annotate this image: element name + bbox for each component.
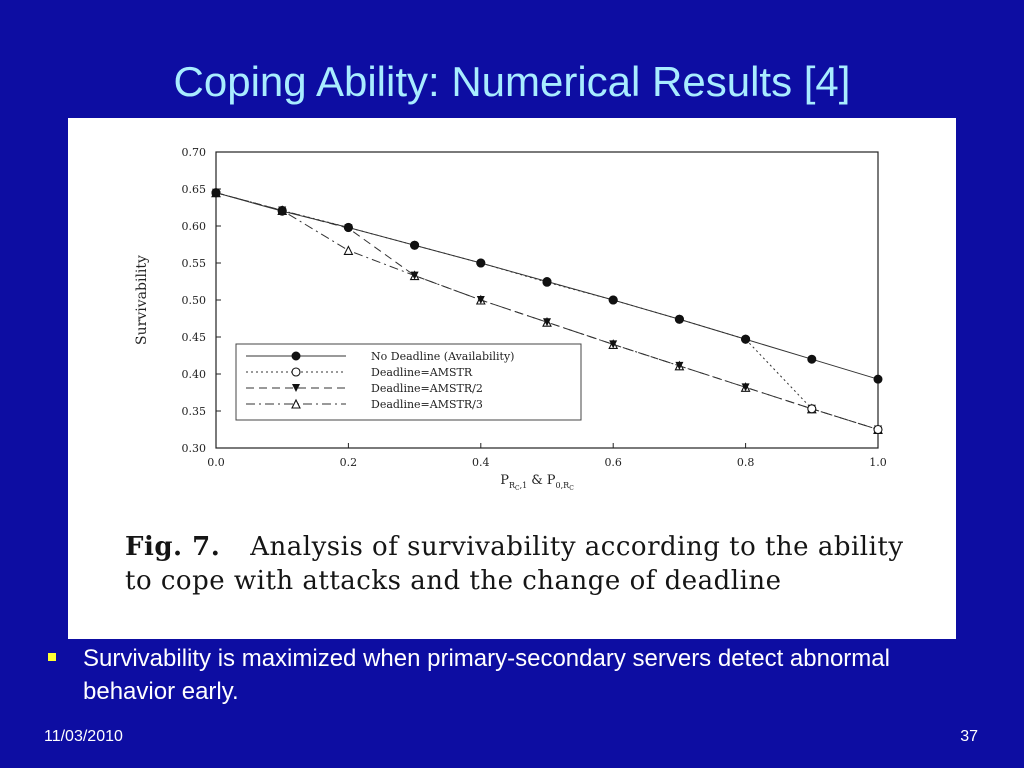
y-tick-label: 0.70: [181, 146, 206, 159]
data-point: [477, 259, 485, 267]
data-point: [808, 355, 816, 363]
data-point: [543, 278, 551, 286]
legend-label: Deadline=AMSTR/2: [371, 382, 483, 395]
y-axis-label: Survivability: [134, 255, 150, 345]
y-tick-label: 0.60: [181, 220, 206, 233]
chart-figure: [68, 118, 956, 639]
y-tick-label: 0.50: [181, 294, 206, 307]
figure-caption-label: Fig. 7.: [125, 532, 221, 562]
y-tick-label: 0.65: [181, 183, 206, 196]
data-point: [874, 426, 882, 434]
data-point: [344, 246, 352, 254]
legend-label: Deadline=AMSTR/3: [371, 398, 483, 411]
x-tick-label: 0.4: [472, 456, 490, 469]
survivability-chart: [68, 118, 956, 518]
x-tick-label: 0.0: [207, 456, 225, 469]
data-point: [742, 335, 750, 343]
data-point: [292, 368, 300, 376]
x-axis-label: $P_RC,1$ & $P_{0,R}C$: [500, 473, 574, 492]
x-tick-label: 0.8: [736, 456, 755, 469]
x-tick-label: 1.0: [869, 456, 887, 469]
slide-number: 37: [960, 728, 978, 745]
data-point: [874, 375, 882, 383]
footer-date: 11/03/2010: [44, 728, 123, 745]
y-tick-label: 0.55: [181, 257, 206, 270]
bullet-text: Survivability is maximized when primary-secondary servers detect abnormal behavior early.: [83, 645, 890, 705]
y-tick-label: 0.30: [181, 442, 206, 455]
y-tick-label: 0.45: [181, 331, 206, 344]
y-tick-label: 0.40: [181, 368, 206, 381]
data-point: [675, 315, 683, 323]
x-tick-label: 0.2: [339, 456, 358, 469]
legend-label: No Deadline (Availability): [371, 350, 515, 363]
data-point: [292, 352, 300, 360]
y-tick-label: 0.35: [181, 405, 206, 418]
data-point: [411, 241, 419, 249]
slide-title: Coping Ability: Numerical Results [4]: [173, 58, 851, 105]
figure-caption-text: Analysis of survivability according to the ability to cope with attacks and the change of deadline: [125, 532, 904, 596]
data-point: [278, 207, 286, 215]
figure-caption: [125, 530, 925, 598]
data-point: [609, 296, 617, 304]
bullet-square-icon: [48, 653, 56, 661]
data-point: [808, 405, 816, 413]
x-tick-label: 0.6: [604, 456, 622, 469]
data-point: [212, 189, 220, 197]
legend-label: Deadline=AMSTR: [371, 366, 473, 379]
data-point: [344, 223, 352, 231]
